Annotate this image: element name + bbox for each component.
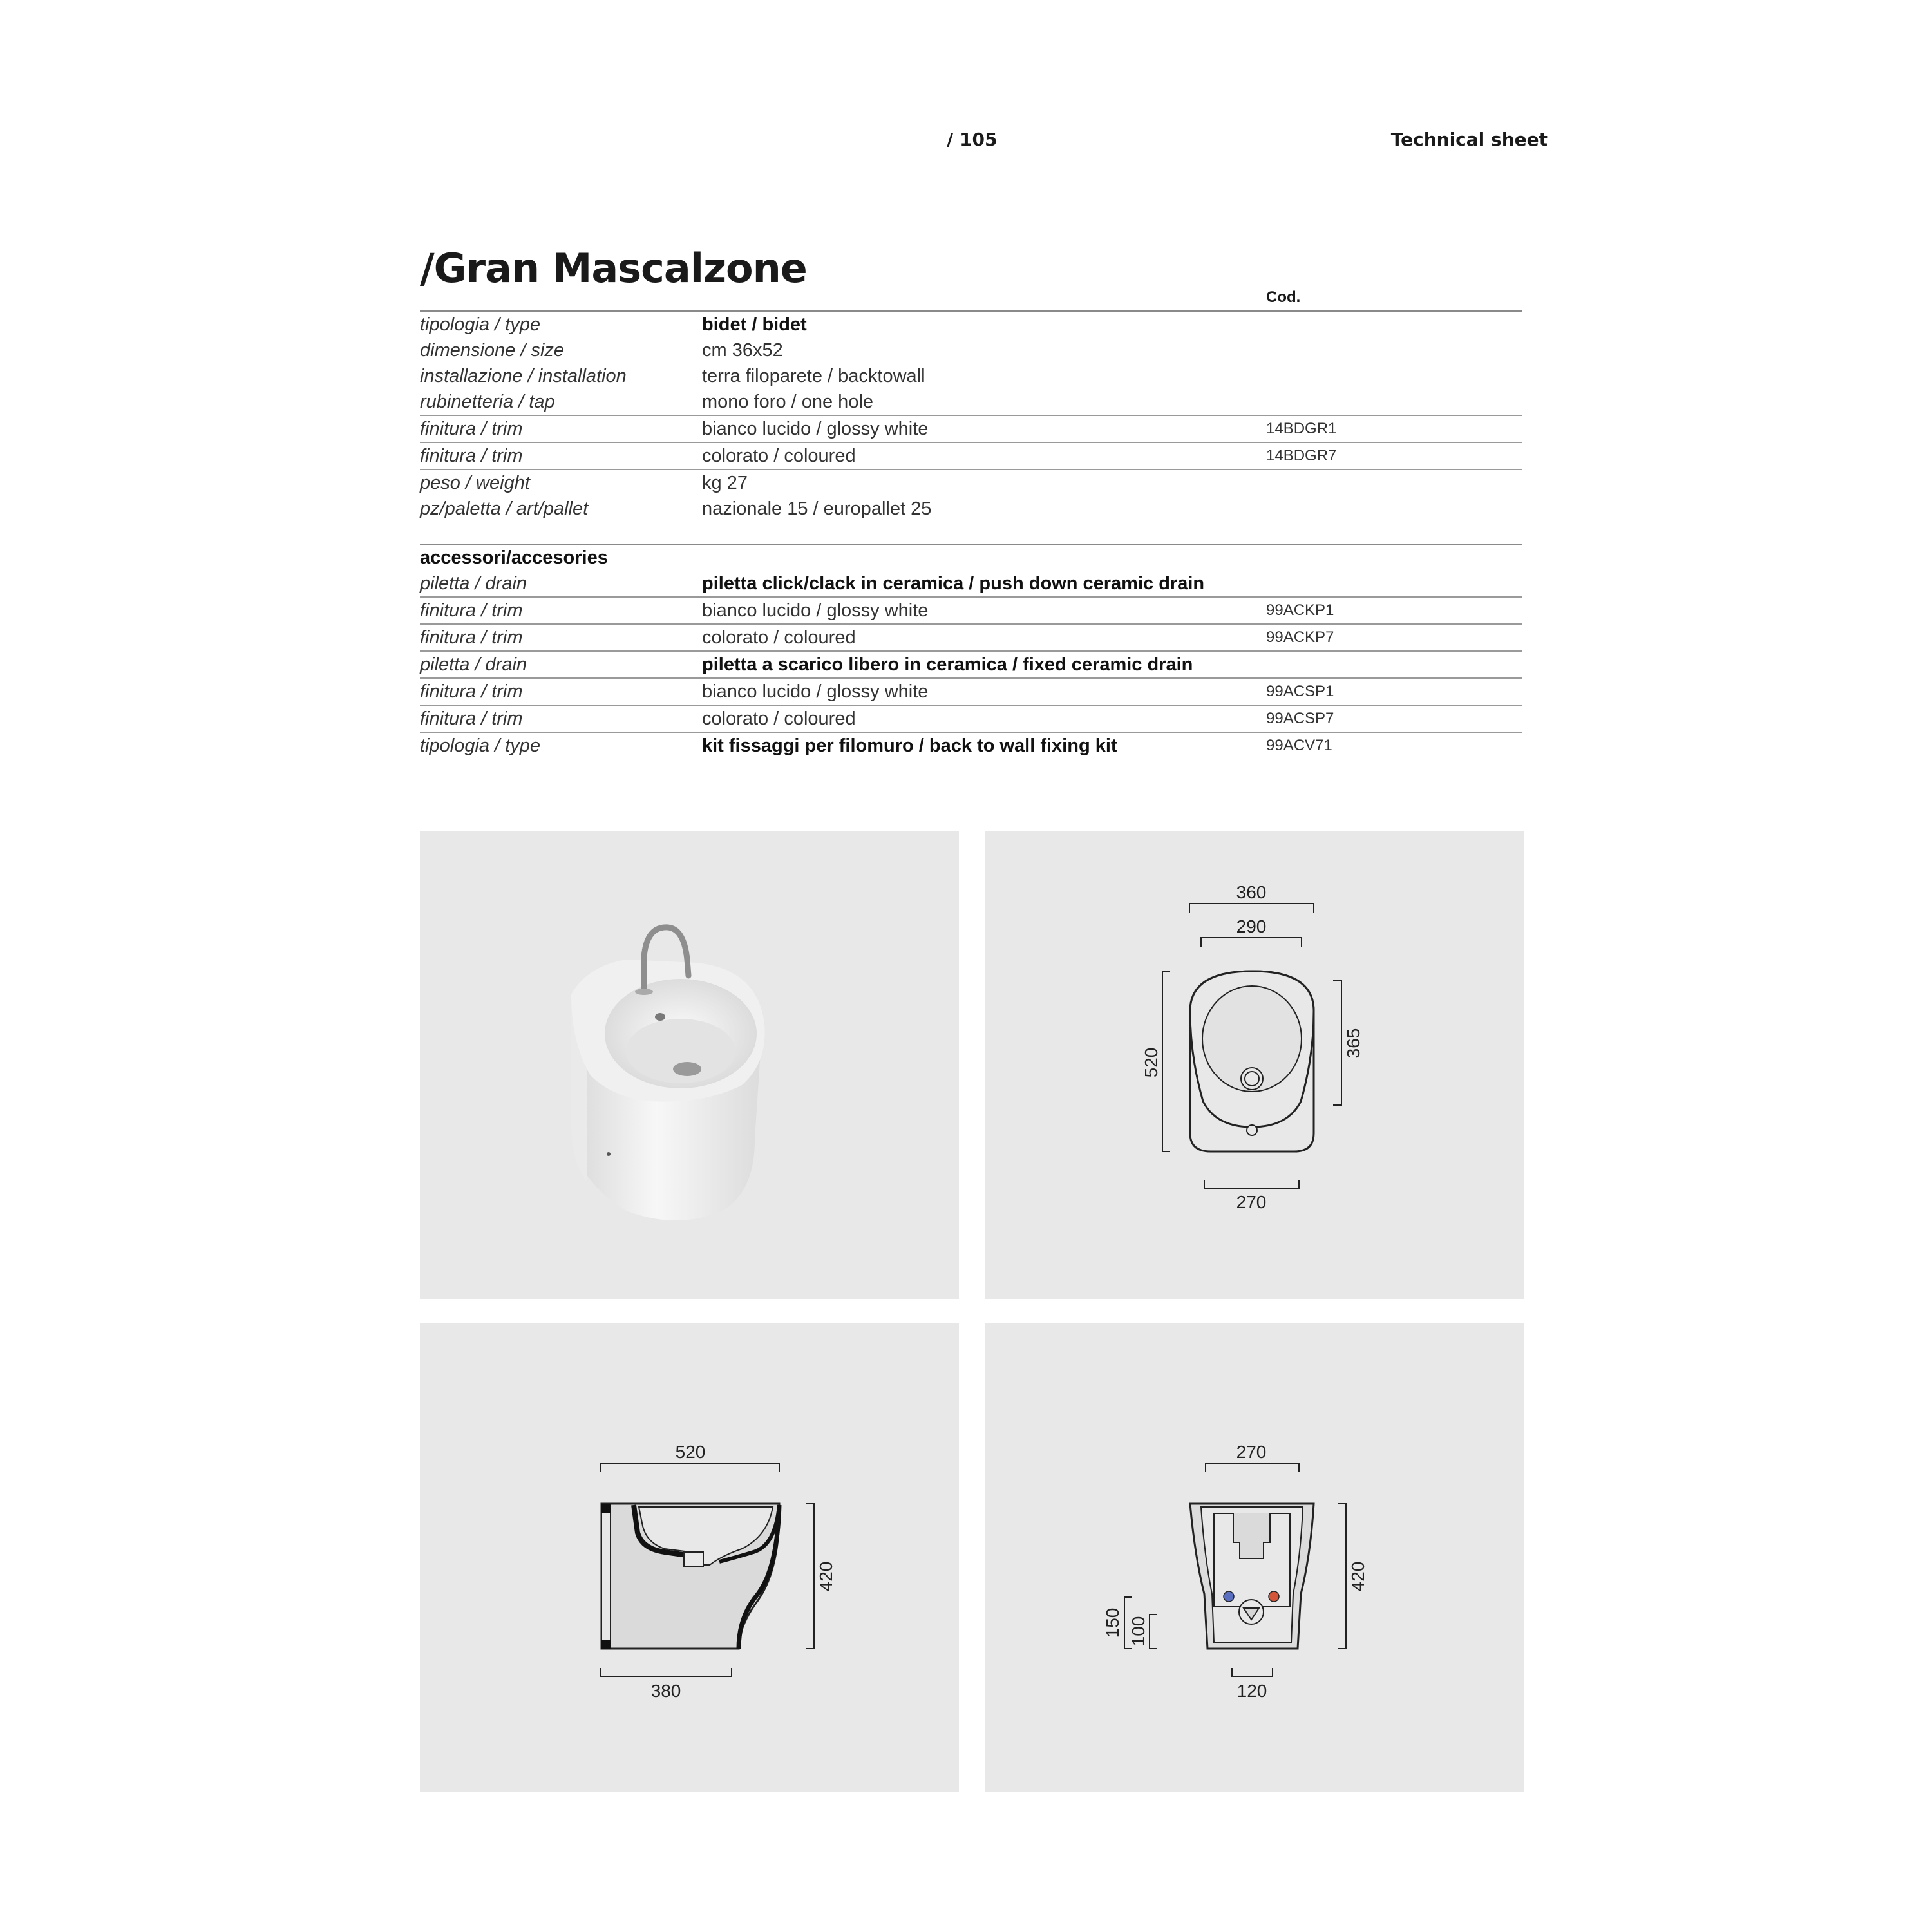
accessory-row [420,598,1522,625]
bidet-render-image [420,831,959,1299]
top-view-drawing [985,831,1524,1299]
accessory-value: bianco lucido / glossy white [702,600,929,621]
accessory-value: bianco lucido / glossy white [702,681,929,702]
dim-back-height: 420 [1348,1561,1368,1592]
spec-row [420,443,1522,470]
spec-row [420,363,1522,389]
spec-row [420,337,1522,363]
spec-value: colorato / coloured [702,446,856,466]
spec-row [420,416,1522,443]
accessory-label: finitura / trim [420,600,523,621]
back-view-drawing [985,1323,1524,1792]
spec-row [420,389,1522,416]
accessory-row [420,733,1522,759]
spec-value: mono foro / one hole [702,392,874,412]
spec-code: 14BDGR1 [1266,420,1337,437]
accessory-label: piletta / drain [420,654,527,675]
accessory-row [420,652,1522,679]
back-view-panel [985,1323,1524,1792]
spec-row [420,496,1522,522]
dim-inlet-150: 150 [1103,1607,1122,1638]
accessory-label: finitura / trim [420,681,523,702]
code-column-header: Cod. [1266,289,1301,306]
dim-bowl: 365 [1343,1028,1363,1059]
dim-width-outer: 360 [1236,882,1267,902]
spec-label: finitura / trim [420,419,523,439]
side-view-drawing [420,1323,959,1792]
spec-table [420,312,1522,522]
product-image-panel [420,831,959,1299]
spec-value: nazionale 15 / europallet 25 [702,498,932,519]
accessory-value: kit fissaggi per filomuro / back to wall fixing kit [702,735,1117,756]
accessory-value: colorato / coloured [702,627,856,648]
spec-row [420,470,1522,496]
accessory-label: finitura / trim [420,708,523,729]
accessory-value: colorato / coloured [702,708,856,729]
spec-value: bianco lucido / glossy white [702,419,929,439]
dim-back-width: 270 [1236,1442,1267,1462]
spec-code: 14BDGR7 [1266,447,1337,464]
spec-label: tipologia / type [420,314,541,335]
accessory-code: 99ACKP1 [1266,601,1334,619]
spec-label: dimensione / size [420,340,565,361]
spec-label: installazione / installation [420,366,627,386]
spec-value: kg 27 [702,473,748,493]
dim-side-depth: 520 [675,1442,706,1462]
product-title: /Gran Mascalzone [420,245,807,292]
spec-row [420,312,1522,337]
dim-width-inner: 290 [1236,916,1267,936]
accessory-row [420,571,1522,598]
accessories-heading-row [420,545,1522,571]
dim-drain: 120 [1236,1681,1267,1701]
side-view-panel [420,1323,959,1792]
dim-base: 270 [1236,1192,1267,1212]
accessory-code: 99ACSP7 [1266,710,1334,727]
accessories-heading: accessori/accesories [420,547,608,568]
accessory-value: piletta click/clack in ceramica / push down ceramic drain [702,573,1205,594]
accessory-code: 99ACV71 [1266,737,1332,754]
accessory-label: finitura / trim [420,627,523,648]
accessory-code: 99ACSP1 [1266,683,1334,700]
dim-side-base: 380 [650,1681,681,1701]
dim-side-height: 420 [816,1561,836,1592]
spec-value: cm 36x52 [702,340,783,361]
spec-value: terra filoparete / backtowall [702,366,925,386]
dim-depth: 520 [1141,1047,1161,1078]
accessory-code: 99ACKP7 [1266,629,1334,646]
spec-value: bidet / bidet [702,314,807,335]
accessory-row [420,706,1522,733]
top-view-panel [985,831,1524,1299]
accessory-value: piletta a scarico libero in ceramica / fixed ceramic drain [702,654,1193,675]
accessory-row [420,625,1522,652]
spec-label: rubinetteria / tap [420,392,555,412]
spec-label: pz/paletta / art/pallet [420,498,589,519]
page-number: / 105 [947,129,998,150]
accessories-table [420,545,1522,759]
accessory-label: piletta / drain [420,573,527,594]
accessory-label: tipologia / type [420,735,541,756]
accessory-row [420,679,1522,706]
spec-label: finitura / trim [420,446,523,466]
spec-label: peso / weight [420,473,530,493]
dim-inlet-100: 100 [1128,1616,1148,1647]
section-label: Technical sheet [1390,129,1548,150]
